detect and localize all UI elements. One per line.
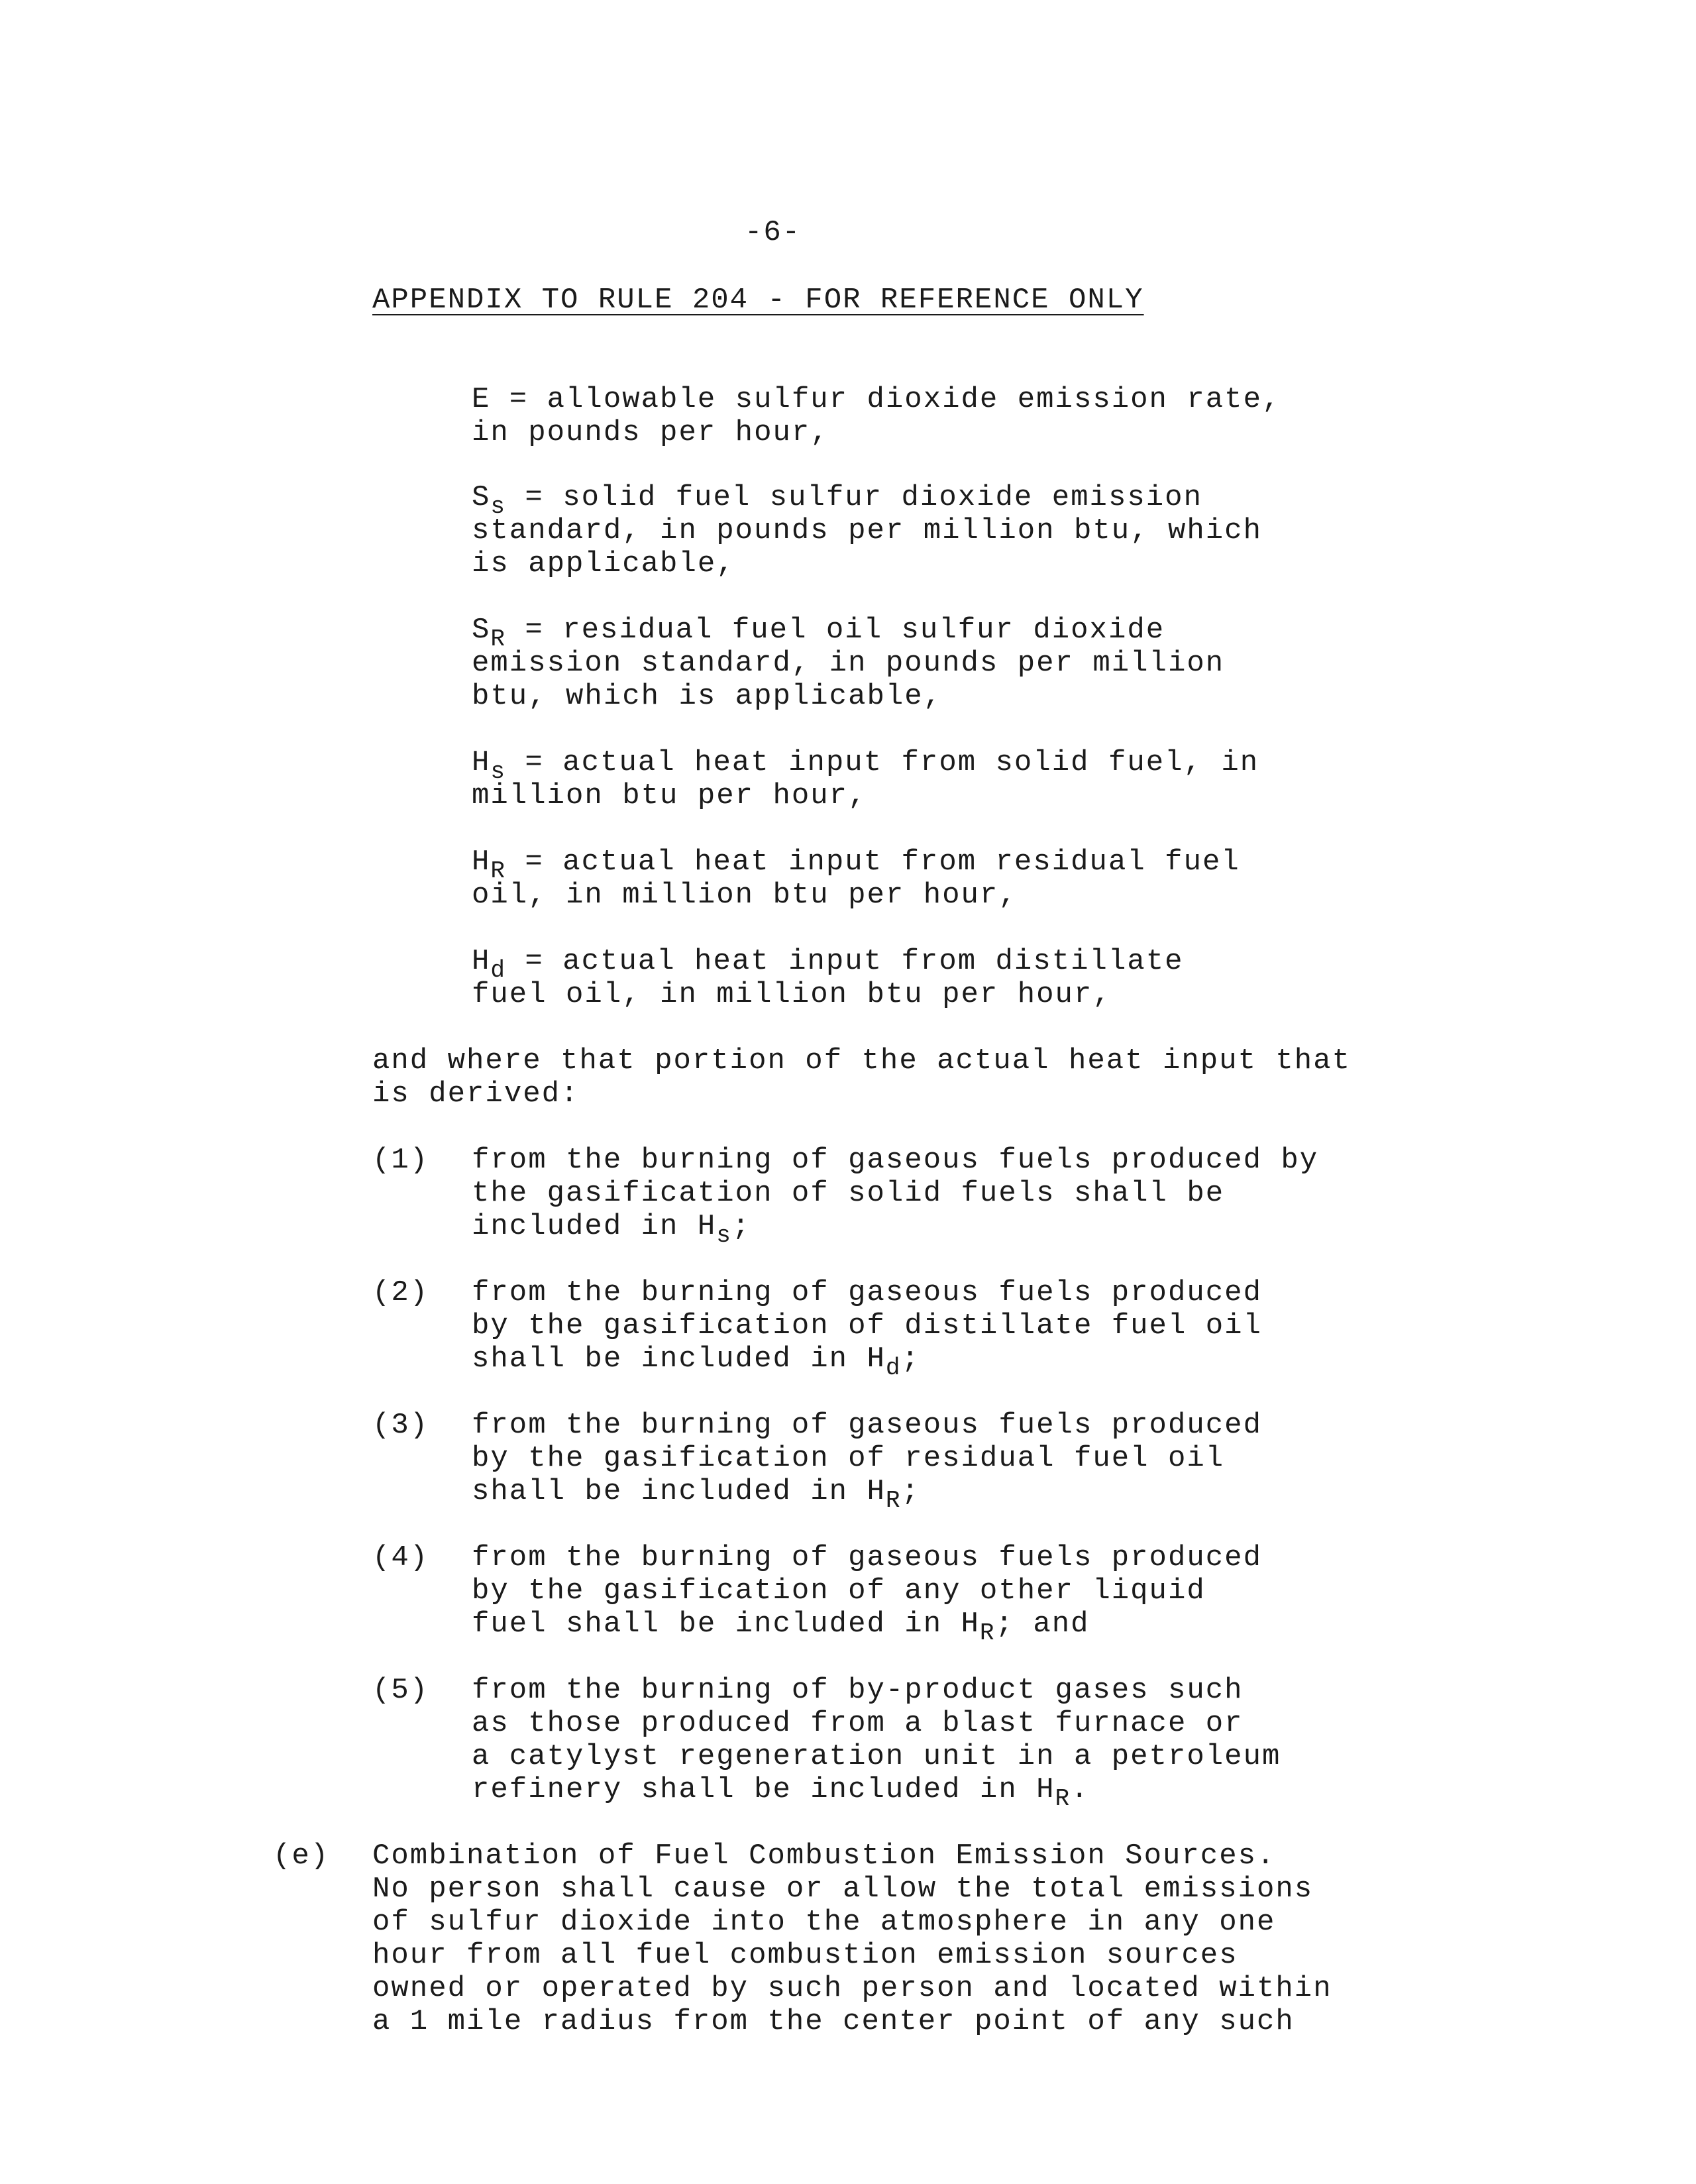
subscript: s [490, 758, 507, 785]
definition-text: = solid fuel sulfur dioxide emission [506, 481, 1202, 514]
definition-hd-line-2: fuel oil, in million btu per hour, [472, 978, 1112, 1011]
item-text: shall be included in H [472, 1475, 886, 1508]
subscript: R [885, 1487, 902, 1514]
symbol: H [472, 746, 491, 779]
subscript: R [1055, 1785, 1071, 1812]
item-5-line-2: as those produced from a blast furnace or [472, 1707, 1244, 1740]
definition-e-line-2: in pounds per hour, [472, 416, 829, 449]
item-3-line-1: from the burning of gaseous fuels produced [472, 1409, 1262, 1442]
definition-hr-line-1 [472, 846, 1240, 885]
definition-text: = residual fuel oil sulfur dioxide [506, 614, 1165, 647]
appendix-heading: APPENDIX TO RULE 204 - FOR REFERENCE ONLY [372, 284, 1144, 317]
definition-hs-line-1 [472, 746, 1259, 785]
subscript: R [979, 1619, 996, 1647]
definition-e-line-1: E = allowable sulfur dioxide emission rate, [472, 383, 1281, 416]
subscript: R [490, 857, 507, 885]
item-number: (2) [372, 1276, 429, 1309]
item-text: fuel shall be included in H [472, 1608, 980, 1641]
symbol: S [472, 481, 491, 514]
section-e-line-5: owned or operated by such person and located within [372, 1972, 1332, 2005]
item-1-line-2: the gasification of solid fuels shall be [472, 1177, 1225, 1210]
item-1-line-3 [472, 1210, 751, 1249]
subscript: s [716, 1222, 732, 1249]
section-e-line-1: Combination of Fuel Combustion Emission Sources. [372, 1839, 1276, 1873]
item-number: (5) [372, 1674, 429, 1707]
item-4-line-3 [472, 1608, 1090, 1647]
symbol: S [472, 614, 491, 647]
item-3-line-2: by the gasification of residual fuel oil [472, 1442, 1225, 1475]
item-2-line-2: by the gasification of distillate fuel oil [472, 1309, 1262, 1342]
subscript: d [490, 957, 507, 984]
item-tail: ; [901, 1342, 920, 1376]
page-number: -6- [745, 216, 802, 249]
item-tail: ; and [995, 1608, 1090, 1641]
subscript: R [490, 626, 507, 653]
definition-hd-line-1 [472, 945, 1184, 984]
section-e-label: (e) [273, 1839, 330, 1873]
item-number: (4) [372, 1541, 429, 1574]
item-2-line-1: from the burning of gaseous fuels produced [472, 1276, 1262, 1309]
item-4-line-2: by the gasification of any other liquid [472, 1574, 1206, 1608]
definition-ss-line-2: standard, in pounds per million btu, which [472, 514, 1262, 547]
definition-text: = actual heat input from residual fuel [506, 846, 1240, 879]
definition-sr-line-2: emission standard, in pounds per million [472, 647, 1225, 680]
item-5-line-3: a catylyst regeneration unit in a petroleum [472, 1740, 1281, 1773]
item-2-line-3 [472, 1342, 920, 1382]
item-text: shall be included in H [472, 1342, 886, 1376]
item-tail: . [1071, 1773, 1090, 1806]
subscript: d [885, 1354, 902, 1382]
definition-text: = actual heat input from solid fuel, in [506, 746, 1259, 779]
definition-sr-line-1 [472, 614, 1165, 653]
definition-sr-line-3: btu, which is applicable, [472, 680, 943, 713]
intro-line-1: and where that portion of the actual heat input that [372, 1044, 1352, 1077]
item-number: (1) [372, 1144, 429, 1177]
intro-line-2: is derived: [372, 1077, 580, 1111]
definition-hr-line-2: oil, in million btu per hour, [472, 879, 1018, 912]
item-5-line-1: from the burning of by-product gases such [472, 1674, 1244, 1707]
section-e-line-4: hour from all fuel combustion emission sources [372, 1939, 1238, 1972]
section-e-line-3: of sulfur dioxide into the atmosphere in any one [372, 1906, 1276, 1939]
item-5-line-4 [472, 1773, 1090, 1812]
item-number: (3) [372, 1409, 429, 1442]
definition-hs-line-2: million btu per hour, [472, 779, 867, 812]
item-tail: ; [901, 1475, 920, 1508]
symbol: H [472, 945, 491, 978]
symbol: H [472, 846, 491, 879]
section-e-line-2: No person shall cause or allow the total emissions [372, 1873, 1314, 1906]
item-3-line-3 [472, 1475, 920, 1514]
definition-text: = actual heat input from distillate [506, 945, 1184, 978]
subscript: s [490, 493, 507, 520]
definition-ss-line-1 [472, 481, 1202, 520]
item-text: refinery shall be included in H [472, 1773, 1055, 1806]
item-4-line-1: from the burning of gaseous fuels produced [472, 1541, 1262, 1574]
section-e-line-6: a 1 mile radius from the center point of any such [372, 2005, 1295, 2038]
item-text: included in H [472, 1210, 717, 1243]
item-tail: ; [731, 1210, 751, 1243]
definition-ss-line-3: is applicable, [472, 547, 735, 580]
item-1-line-1: from the burning of gaseous fuels produced by [472, 1144, 1319, 1177]
